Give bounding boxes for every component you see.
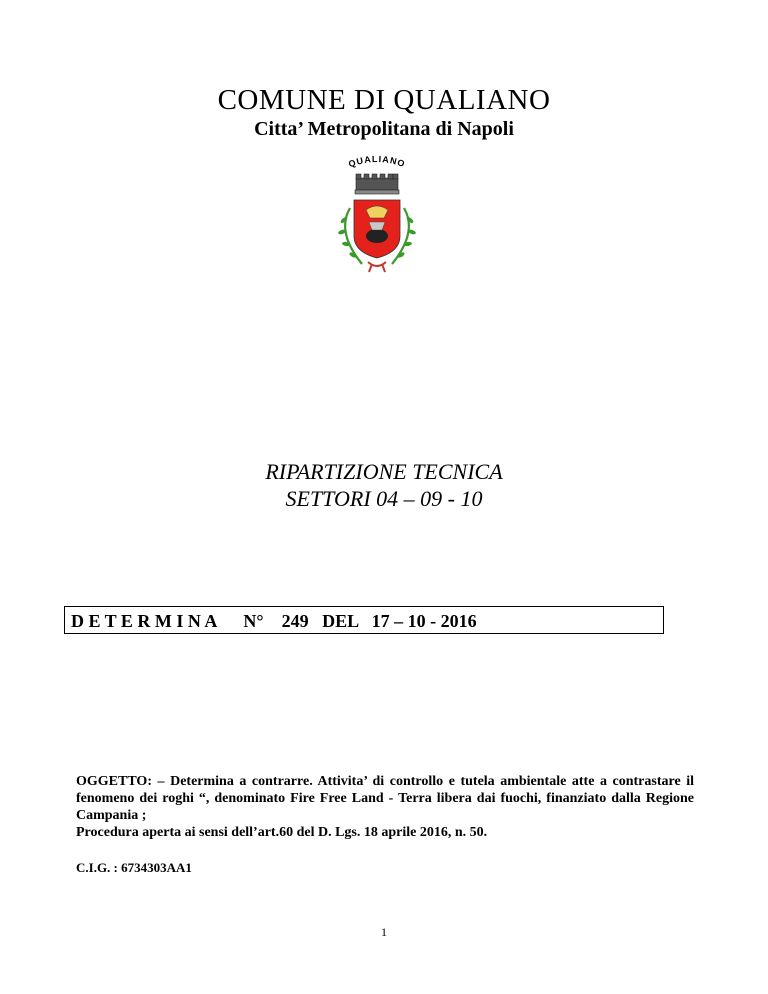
svg-text:QUALIANO: QUALIANO bbox=[347, 153, 407, 170]
determina-date: 17 – 10 - 2016 bbox=[371, 611, 477, 631]
determina-label: D E T E R M I N A bbox=[71, 611, 217, 631]
page-title: COMUNE DI QUALIANO bbox=[217, 84, 551, 116]
department-title: RIPARTIZIONE TECNICA bbox=[265, 459, 503, 484]
municipal-crest-logo bbox=[322, 152, 432, 282]
determina-del-label: DEL bbox=[322, 611, 359, 631]
subject-text: OGGETTO: – Determina a contrarre. Attivita’ di controllo e tutela ambientale atte a contrastare il fenomeno dei roghi “, denominato Fire Free Land - Terra libera dai fuochi, finanziato dalla Regione Campania ; bbox=[76, 774, 694, 823]
subject-block bbox=[76, 773, 694, 841]
determina-number: 249 bbox=[281, 611, 309, 631]
determina-number-label: N° bbox=[243, 611, 264, 631]
department-sectors: SETTORI 04 – 09 - 10 bbox=[285, 486, 483, 511]
page-number: 1 bbox=[381, 925, 387, 939]
determina-box bbox=[64, 606, 664, 634]
cig-code: C.I.G. : 6734303AA1 bbox=[76, 860, 192, 875]
page-subtitle: Citta’ Metropolitana di Napoli bbox=[254, 118, 514, 140]
procedure-text: Procedura aperta ai sensi dell’art.60 del D. Lgs. 18 aprile 2016, n. 50. bbox=[76, 825, 488, 840]
